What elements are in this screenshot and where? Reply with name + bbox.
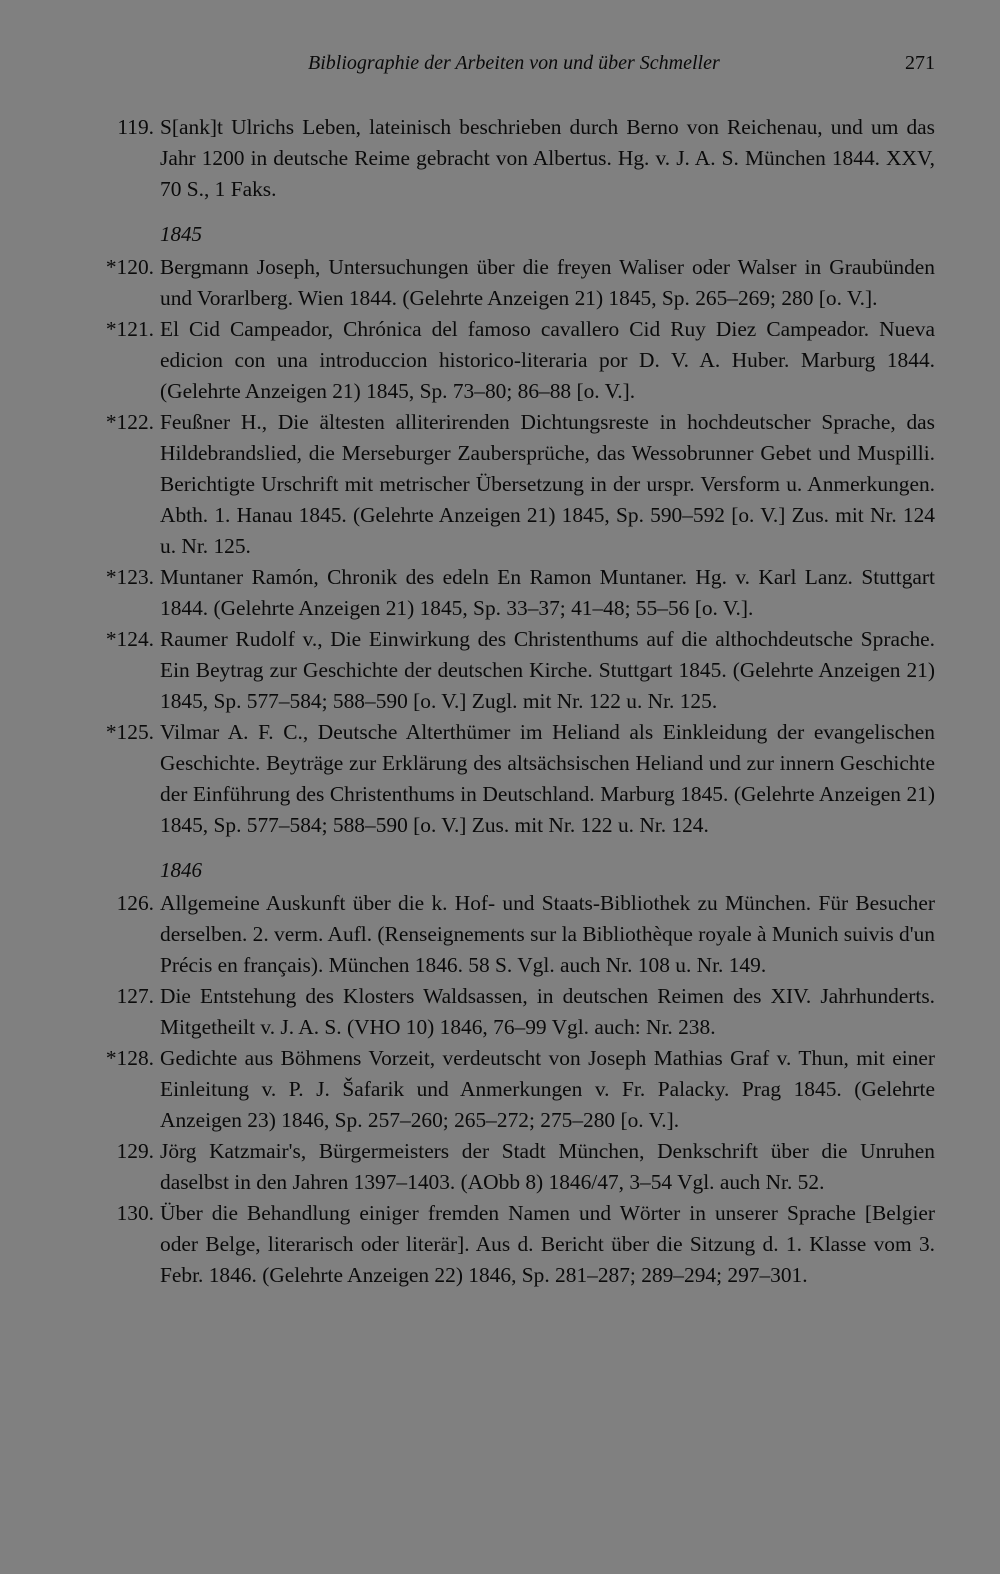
bibliography-entry <box>105 314 935 407</box>
page-number: 271 <box>905 52 935 74</box>
entry-text: S[ank]t Ulrichs Leben, lateinisch beschrieben durch Berno von Reichenau, und um das Jahr 1200 in deutsche Reime gebracht von Albertus. Hg. v. J. A. S. München 1844. XXV, 70 S., 1 Faks. <box>160 115 935 201</box>
entry-text: Gedichte aus Böhmens Vorzeit, verdeutscht von Joseph Mathias Graf v. Thun, mit einer Einleitung v. P. J. Šafarik und Anmerkungen v. Fr. Palacky. Prag 1845. (Gelehrte Anzeigen 23) 1846, Sp. 257–260; 265–272; 275–280 [o. V.]. <box>160 1046 935 1132</box>
entry-number: *128. <box>105 1046 154 1070</box>
year-heading-1846: 1846 <box>160 858 202 882</box>
bibliography-entry <box>116 1198 935 1291</box>
entry-number: *125. <box>105 720 154 744</box>
entry-number: *122. <box>105 410 154 434</box>
bibliography-entry <box>116 981 935 1043</box>
bibliography-entry <box>105 562 935 624</box>
bibliography-entry <box>117 112 935 205</box>
entry-text: El Cid Campeador, Chrónica del famoso cavallero Cid Ruy Diez Campeador. Nueva edicion con una introduccion historico-literaria por D. V. A. Huber. Marburg 1844. (Gelehrte Anzeigen 21) 1845, Sp. 73–80; 86–88 [o. V.]. <box>160 317 935 403</box>
running-title: Bibliographie der Arbeiten von und über Schmeller <box>308 52 720 74</box>
entries-group-1846 <box>105 888 935 1291</box>
entry-text: Feußner H., Die ältesten alliterirenden Dichtungsreste in hochdeutscher Sprache, das Hildebrandslied, die Merseburger Zaubersprüche, das Wessobrunner Gebet und Muspilli. Berichtigte Urschrift mit metrischer Übersetzung in der urspr. Versform u. Anmerkungen. Abth. 1. Hanau 1845. (Gelehrte Anzeigen 21) 1845, Sp. 590–592 [o. V.] Zus. mit Nr. 124 u. Nr. 125. <box>160 410 935 558</box>
entry-text: Muntaner Ramón, Chronik des edeln En Ramon Muntaner. Hg. v. Karl Lanz. Stuttgart 1844. (Gelehrte Anzeigen 21) 1845, Sp. 33–37; 41–48; 55–56 [o. V.]. <box>160 565 935 620</box>
entries-group-1844 <box>117 112 935 205</box>
entry-text: Vilmar A. F. C., Deutsche Alterthümer im Heliand als Einkleidung der evangelischen Geschichte. Beyträge zur Erklärung des altsächsischen Heliand und zur innern Geschichte der Einführung des Christenthums in Deutschland. Marburg 1845. (Gelehrte Anzeigen 21) 1845, Sp. 577–584; 588–590 [o. V.] Zus. mit Nr. 122 u. Nr. 124. <box>160 720 935 837</box>
bibliography-entry <box>105 407 935 562</box>
bibliography-list <box>105 112 935 1291</box>
entry-text: Allgemeine Auskunft über die k. Hof- und Staats-Bibliothek zu München. Für Besucher derselben. 2. verm. Aufl. (Renseignements sur la Bibliothèque royale à Munich suivis d'un Précis en français). München 1846. 58 S. Vgl. auch Nr. 108 u. Nr. 149. <box>160 891 935 977</box>
entry-text: Über die Behandlung einiger fremden Namen und Wörter in unserer Sprache [Belgier oder Belge, literarisch oder literär]. Aus d. Bericht über die Sitzung d. 1. Klasse vom 3. Febr. 1846. (Gelehrte Anzeigen 22) 1846, Sp. 281–287; 289–294; 297–301. <box>160 1201 935 1287</box>
bibliography-entry <box>105 717 935 841</box>
page-header <box>160 48 935 82</box>
bibliography-entry <box>105 1043 935 1136</box>
entry-text: Die Entstehung des Klosters Waldsassen, in deutschen Reimen des XIV. Jahrhunderts. Mitgetheilt v. J. A. S. (VHO 10) 1846, 76–99 Vgl. auch: Nr. 238. <box>160 984 935 1039</box>
entry-number: *123. <box>105 565 154 589</box>
bibliography-entry <box>105 252 935 314</box>
bibliography-entry <box>116 1136 935 1198</box>
entry-text: Bergmann Joseph, Untersuchungen über die freyen Waliser oder Walser in Graubünden und Vorarlberg. Wien 1844. (Gelehrte Anzeigen 21) 1845, Sp. 265–269; 280 [o. V.]. <box>160 255 935 310</box>
bibliography-entry <box>116 888 935 981</box>
entry-number: 129. <box>116 1139 154 1163</box>
bibliography-entry <box>105 624 935 717</box>
entry-number: 126. <box>116 891 154 915</box>
entry-number: 130. <box>116 1201 154 1225</box>
entry-number: 127. <box>116 984 154 1008</box>
entry-text: Raumer Rudolf v., Die Einwirkung des Christenthums auf die althochdeutsche Sprache. Ein Beytrag zur Geschichte der deutschen Kirche. Stuttgart 1845. (Gelehrte Anzeigen 21) 1845, Sp. 577–584; 588–590 [o. V.] Zugl. mit Nr. 122 u. Nr. 125. <box>160 627 935 713</box>
entry-number: *121. <box>105 317 154 341</box>
entry-number: 119. <box>117 115 154 139</box>
entry-number: *120. <box>105 255 154 279</box>
year-heading-1845: 1845 <box>160 222 202 246</box>
entry-text: Jörg Katzmair's, Bürgermeisters der Stadt München, Denkschrift über die Unruhen daselbst in den Jahren 1397–1403. (AObb 8) 1846/47, 3–54 Vgl. auch Nr. 52. <box>160 1139 935 1194</box>
entries-group-1845 <box>105 252 935 841</box>
entry-number: *124. <box>105 627 154 651</box>
